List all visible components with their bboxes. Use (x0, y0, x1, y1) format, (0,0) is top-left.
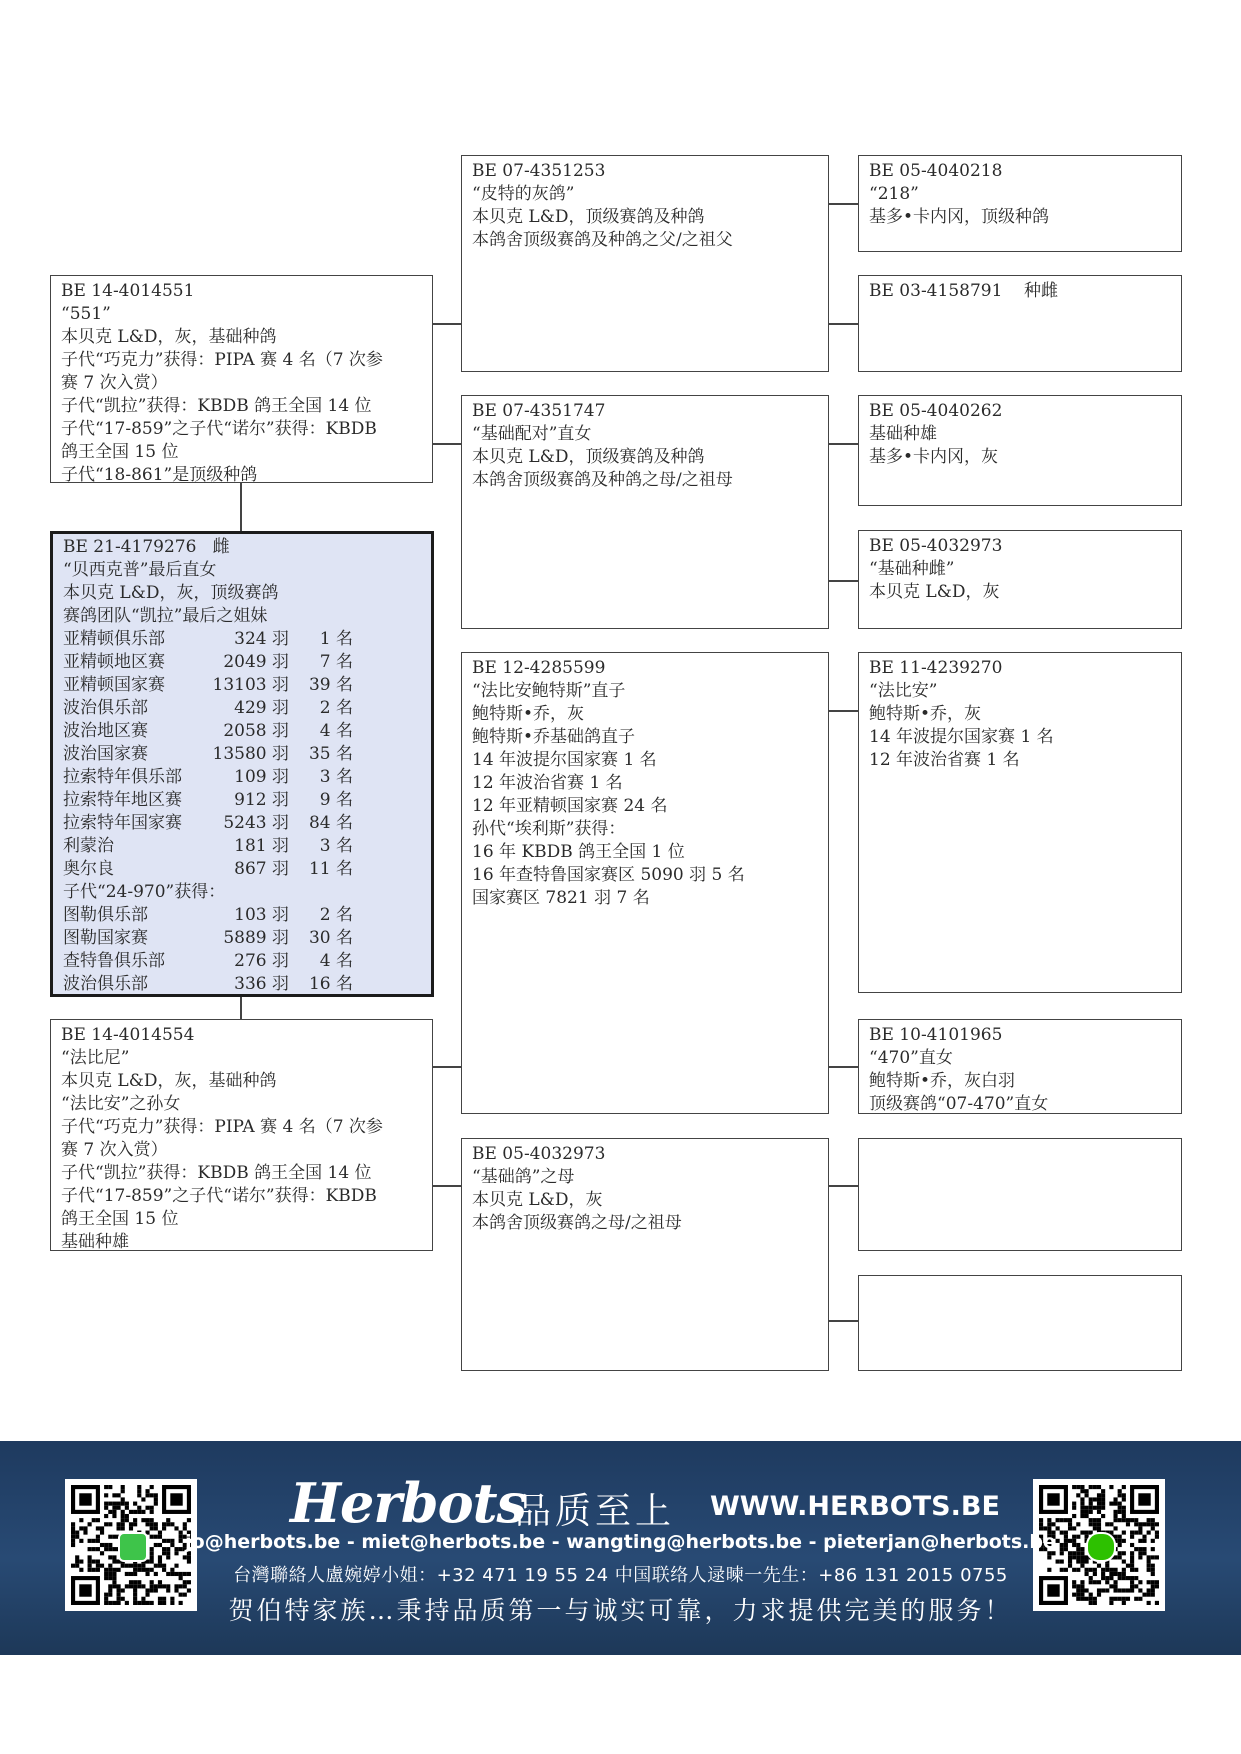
result-race: 图勒俱乐部 (63, 905, 148, 925)
result-birds: 912 羽 (234, 790, 289, 810)
pedigree-line: 国家赛区 7821 羽 7 名 (472, 888, 650, 908)
pedigree-line: 顶级赛鸽“07-470”直女 (869, 1094, 1049, 1114)
ggp-box-2 (858, 275, 1182, 372)
email-list[interactable]: jo@herbots.be - miet@herbots.be - wangting@herbots.be - pieterjan@herbots.be (185, 1531, 1056, 1553)
ggp-box-4 (858, 530, 1182, 629)
result-race: 波治国家赛 (63, 744, 148, 764)
ggp-box-8 (858, 1275, 1182, 1371)
pedigree-line: “法比安” (869, 681, 938, 701)
ring-number: BE 05-4040262 (869, 401, 1003, 421)
ggp-box-3 (858, 395, 1182, 506)
pedigree-line: 12 年亚精顿国家赛 24 名 (472, 796, 668, 816)
result-birds: 13103 羽 (212, 675, 289, 695)
pedigree-line: 14 年波提尔国家赛 1 名 (472, 750, 657, 770)
website-link[interactable]: WWW.HERBOTS.BE (710, 1491, 1000, 1522)
result-birds: 276 羽 (234, 951, 289, 971)
result-birds: 5243 羽 (223, 813, 289, 833)
ring-number: BE 11-4239270 (869, 658, 1003, 678)
ggp-box-1 (858, 155, 1182, 252)
ring-number: BE 14-4014554 (61, 1025, 195, 1045)
pedigree-line: 鲍特斯•乔，灰白羽 (869, 1071, 1016, 1091)
result-place: 35 名 (308, 744, 353, 764)
result-place: 39 名 (308, 675, 353, 695)
connector (828, 1066, 858, 1068)
result-birds: 181 羽 (234, 836, 289, 856)
connector (432, 1185, 461, 1187)
pedigree-line: 本鸽舍顶级赛鸽之母/之祖母 (472, 1213, 682, 1233)
connector (828, 443, 858, 445)
result-birds: 103 羽 (234, 905, 289, 925)
result-race: 拉索特年国家赛 (63, 813, 182, 833)
pedigree-line: 12 年波治省赛 1 名 (869, 750, 1020, 770)
pedigree-line: 12 年波治省赛 1 名 (472, 773, 623, 793)
dam-box (50, 1019, 433, 1251)
result-race: 波治地区赛 (63, 721, 148, 741)
result-place: 4 名 (319, 951, 353, 971)
result-place: 3 名 (319, 767, 353, 787)
pedigree-line: 本贝克 L&D，灰 (869, 582, 1000, 602)
offspring-title: 子代“24-970”获得： (63, 882, 226, 902)
result-race: 拉索特年地区赛 (63, 790, 182, 810)
pedigree-line: “基础鸽”之母 (472, 1167, 575, 1187)
pedigree-line: 子代“凯拉”获得：KBDB 鸽王全国 14 位 (61, 1163, 372, 1183)
pedigree-line: 本贝克 L&D，灰，顶级赛鸽 (63, 583, 279, 603)
pedigree-line: 本贝克 L&D，顶级赛鸽及种鸽 (472, 207, 705, 227)
offspring-results (63, 904, 421, 996)
pedigree-line: 鸽王全国 15 位 (61, 1209, 179, 1229)
sire-dam-box (461, 395, 829, 629)
pedigree-line: “218” (869, 184, 919, 204)
result-place: 4 名 (319, 721, 353, 741)
pedigree-line: 子代“巧克力”获得：PIPA 赛 4 名（7 次参 (61, 350, 383, 370)
result-birds: 13580 羽 (212, 744, 289, 764)
pedigree-line: “皮特的灰鸽” (472, 184, 575, 204)
result-birds: 336 羽 (234, 974, 289, 994)
pedigree-line: 赛 7 次入赏） (61, 373, 168, 393)
result-birds: 867 羽 (234, 859, 289, 879)
ring-number: BE 10-4101965 (869, 1025, 1003, 1045)
pedigree-line: 16 年 KBDB 鸽王全国 1 位 (472, 842, 685, 862)
result-race: 波治俱乐部 (63, 698, 148, 718)
result-place: 16 名 (308, 974, 353, 994)
ring-number: BE 05-4032973 (869, 536, 1003, 556)
result-birds: 5889 羽 (223, 928, 289, 948)
subject-box (50, 531, 434, 997)
result-race: 利蒙治 (63, 836, 114, 856)
connector (432, 1066, 461, 1068)
pedigree-line: 14 年波提尔国家赛 1 名 (869, 727, 1054, 747)
pedigree-line: “贝西克普”最后直女 (63, 560, 217, 580)
result-place: 1 名 (319, 629, 353, 649)
ring-number: BE 07-4351747 (472, 401, 606, 421)
pedigree-line: 鲍特斯•乔，灰 (472, 704, 585, 724)
brand-row (290, 1471, 1000, 1535)
result-birds: 429 羽 (234, 698, 289, 718)
result-place: 3 名 (319, 836, 353, 856)
pedigree-line: 本鸽舍顶级赛鸽及种鸽之母/之祖母 (472, 470, 733, 490)
pedigree-line: 子代“巧克力”获得：PIPA 赛 4 名（7 次参 (61, 1117, 383, 1137)
pedigree-line: “470”直女 (869, 1048, 953, 1068)
result-place: 2 名 (319, 905, 353, 925)
subject-results (63, 628, 421, 881)
pedigree-line: “法比安鲍特斯”直子 (472, 681, 626, 701)
ring-number: BE 14-4014551 (61, 281, 195, 301)
pedigree-line: “法比安”之孙女 (61, 1094, 181, 1114)
ggp-box-6 (858, 1019, 1182, 1114)
pedigree-line: 赛鸽团队“凯拉”最后之姐妹 (63, 606, 268, 626)
sire-sire-box (461, 155, 829, 372)
connector (240, 997, 242, 1019)
contact-phones: 台灣聯絡人盧婉婷小姐：+32 471 19 55 24 中国联络人逯暕一先生：+86 131 2015 0755 (233, 1565, 1008, 1586)
dam-sire-box (461, 652, 829, 1114)
pedigree-line: “基础配对”直女 (472, 424, 592, 444)
result-birds: 324 羽 (234, 629, 289, 649)
result-race: 亚精顿俱乐部 (63, 629, 165, 649)
motto: 贺伯特家族…秉持品质第一与诚实可靠，力求提供完美的服务！ (228, 1596, 1013, 1625)
result-place: 84 名 (308, 813, 353, 833)
result-race: 图勒国家赛 (63, 928, 148, 948)
pedigree-line: 子代“17-859”之子代“诺尔”获得：KBDB (61, 419, 377, 439)
pedigree-line: 鸽王全国 15 位 (61, 442, 179, 462)
connector (240, 482, 242, 531)
pedigree-line: 16 年查特鲁国家赛区 5090 羽 5 名 (472, 865, 745, 885)
result-race: 拉索特年俱乐部 (63, 767, 182, 787)
pedigree-line: 本贝克 L&D，灰，基础种鸽 (61, 327, 277, 347)
brand-slogan: 品质至上 (515, 1491, 676, 1532)
ring-number: BE 05-4032973 (472, 1144, 606, 1164)
connector (828, 1320, 858, 1322)
pedigree-line: 基础种雄 (869, 424, 937, 444)
sire-box (50, 275, 433, 483)
result-race: 波治俱乐部 (63, 974, 148, 994)
pedigree-line: 子代“凯拉”获得：KBDB 鸽王全国 14 位 (61, 396, 372, 416)
pedigree-line: 基础种雄 (61, 1232, 129, 1252)
result-place: 9 名 (319, 790, 353, 810)
pedigree-line: 子代“17-859”之子代“诺尔”获得：KBDB (61, 1186, 377, 1206)
connector (828, 580, 858, 582)
connector (828, 1185, 858, 1187)
result-place: 11 名 (308, 859, 353, 879)
ring-number: BE 07-4351253 (472, 161, 606, 181)
connector (828, 203, 858, 205)
pedigree-line: “551” (61, 304, 111, 324)
pedigree-line: 本贝克 L&D，灰，基础种鸽 (61, 1071, 277, 1091)
pedigree-line: 本鸽舍顶级赛鸽及种鸽之父/之祖父 (472, 230, 733, 250)
ggp-box-7 (858, 1138, 1182, 1251)
footer-banner (0, 1441, 1241, 1655)
connector (432, 323, 461, 325)
result-race: 查特鲁俱乐部 (63, 951, 165, 971)
ring-number: BE 21-4179276 雌 (63, 537, 230, 557)
pedigree-line: 本贝克 L&D，灰 (472, 1190, 603, 1210)
result-birds: 109 羽 (234, 767, 289, 787)
pedigree-line: 本贝克 L&D，顶级赛鸽及种鸽 (472, 447, 705, 467)
result-place: 2 名 (319, 698, 353, 718)
pedigree-line: 基多•卡内冈，灰 (869, 447, 999, 467)
ring-number: BE 03-4158791 种雌 (869, 281, 1059, 301)
result-birds: 2049 羽 (223, 652, 289, 672)
ring-number: BE 05-4040218 (869, 161, 1003, 181)
pedigree-line: “基础种雌” (869, 559, 955, 579)
connector (828, 323, 858, 325)
brand-logo: Herbots (290, 1471, 526, 1535)
ring-number: BE 12-4285599 (472, 658, 606, 678)
pedigree-line: 鲍特斯•乔，灰 (869, 704, 982, 724)
dam-dam-box (461, 1138, 829, 1371)
result-place: 30 名 (308, 928, 353, 948)
connector (828, 710, 858, 712)
result-place: 7 名 (319, 652, 353, 672)
result-race: 亚精顿国家赛 (63, 675, 165, 695)
pedigree-line: 孙代“埃利斯”获得： (472, 819, 626, 839)
result-race: 亚精顿地区赛 (63, 652, 165, 672)
pedigree-line: 赛 7 次入赏） (61, 1140, 168, 1160)
pedigree-line: 基多•卡内冈，顶级种鸽 (869, 207, 1050, 227)
ggp-box-5 (858, 652, 1182, 993)
pedigree-line: 子代“18-861”是顶级种鸽 (61, 465, 258, 485)
result-race: 奥尔良 (63, 859, 114, 879)
pedigree-line: 鲍特斯•乔基础鸽直子 (472, 727, 636, 747)
result-birds: 2058 羽 (223, 721, 289, 741)
connector (432, 443, 461, 445)
pedigree-line: “法比尼” (61, 1048, 130, 1068)
